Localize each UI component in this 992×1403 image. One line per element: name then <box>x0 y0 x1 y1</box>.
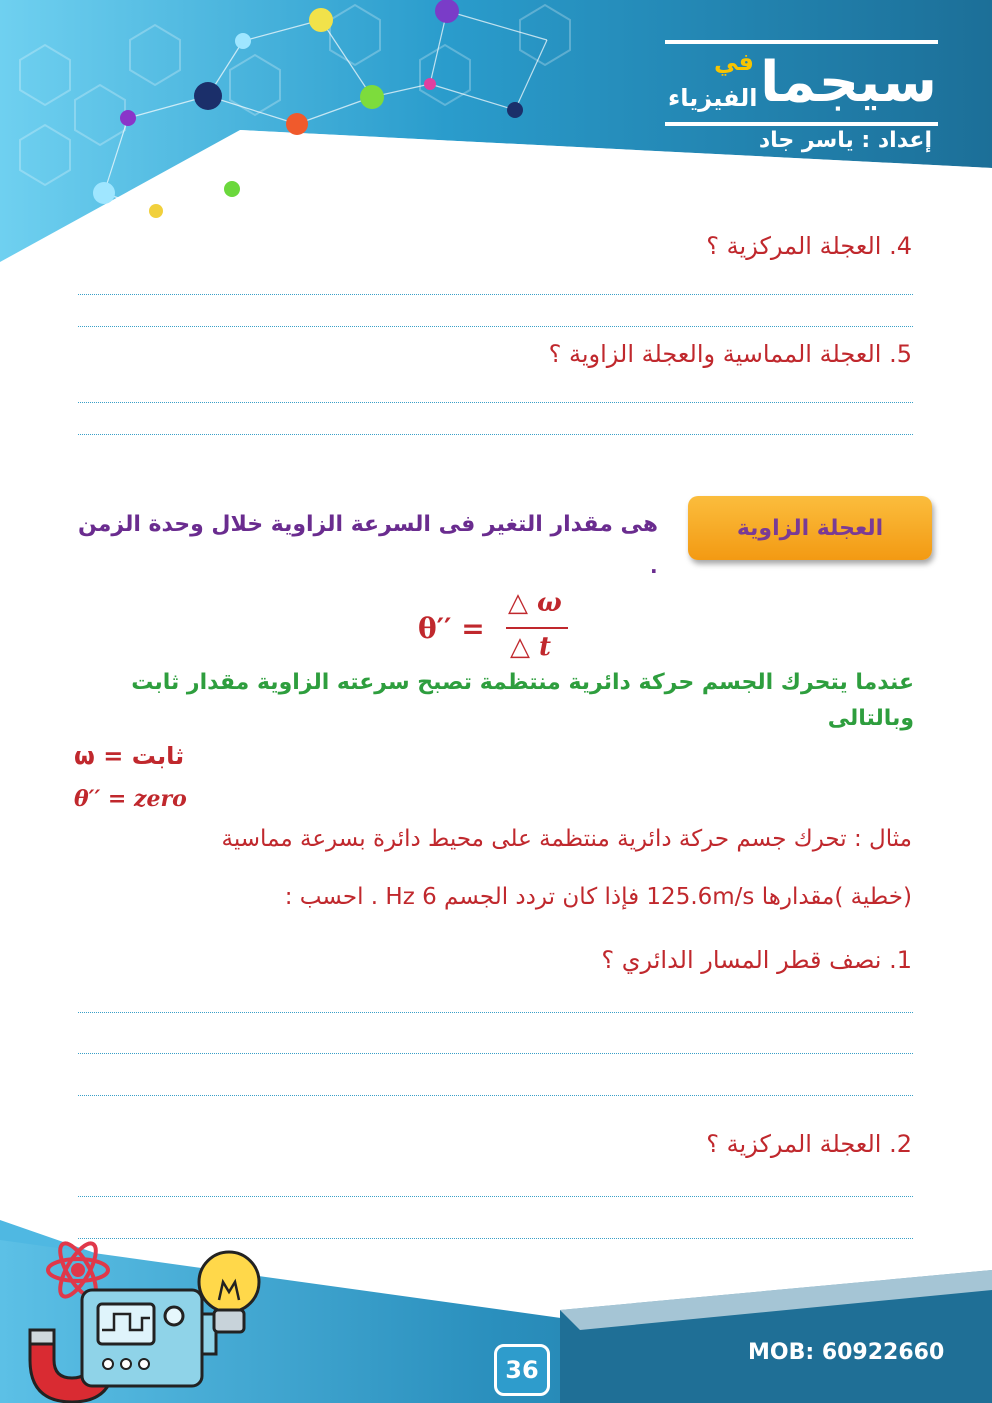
answer-line[interactable] <box>78 434 913 435</box>
example-question-1: 1. نصف قطر المسار الدائري ؟ <box>601 946 912 974</box>
term-label: العجلة الزاوية <box>736 515 884 541</box>
answer-line[interactable] <box>78 402 913 403</box>
example-question-2: 2. العجلة المركزية ؟ <box>706 1130 912 1158</box>
page-number-badge <box>494 1344 550 1396</box>
answer-line[interactable] <box>78 1095 913 1096</box>
definition-dot: . <box>650 554 658 578</box>
term-box <box>688 496 932 560</box>
theta-zero-lhs: θ′′ = <box>74 786 127 812</box>
brand-main: سيجما <box>760 50 937 115</box>
formula <box>418 588 588 668</box>
answer-line[interactable] <box>78 326 913 327</box>
example-line-1: مثال : تحرك جسم حركة دائرية منتظمة على محيط دائرة بسرعة مماسية <box>221 826 912 852</box>
question-4: 4. العجلة المركزية ؟ <box>706 232 912 260</box>
theta-zero-rhs: zero <box>134 786 187 812</box>
brand-subject: الفيزياء <box>668 84 758 112</box>
question-5: 5. العجلة المماسية والعجلة الزاوية ؟ <box>548 340 912 368</box>
example-line-2: (خطية )مقدارها 125.6m/s فإذا كان تردد الجسم 6 Hz . احسب : <box>284 884 912 910</box>
omega-constant: ω = ثابت <box>74 742 185 770</box>
page-number: 36 <box>505 1356 539 1384</box>
uniform-line-2: وبالتالى <box>827 706 914 731</box>
oscilloscope-icon <box>82 1290 216 1386</box>
answer-line[interactable] <box>78 1012 913 1013</box>
mobile-number: MOB: 60922660 <box>748 1340 945 1365</box>
formula-denominator: △ t <box>510 632 552 662</box>
definition-text: هى مقدار التغير فى السرعة الزاوية خلال وحدة الزمن <box>77 512 658 537</box>
answer-line[interactable] <box>78 1053 913 1054</box>
header-brand <box>760 50 937 115</box>
formula-numerator: △ ω <box>508 588 562 618</box>
brand-fi: في <box>714 48 754 76</box>
fraction-bar <box>506 627 568 629</box>
answer-line[interactable] <box>78 294 913 295</box>
uniform-line-1: عندما يتحرك الجسم حركة دائرية منتظمة تصبح سرعته الزاوية مقدار ثابت <box>131 670 914 695</box>
theta-zero <box>74 786 187 812</box>
formula-lhs: θ′′ = <box>418 612 485 645</box>
author-credit: إعداد : ياسر جاد <box>758 128 932 153</box>
